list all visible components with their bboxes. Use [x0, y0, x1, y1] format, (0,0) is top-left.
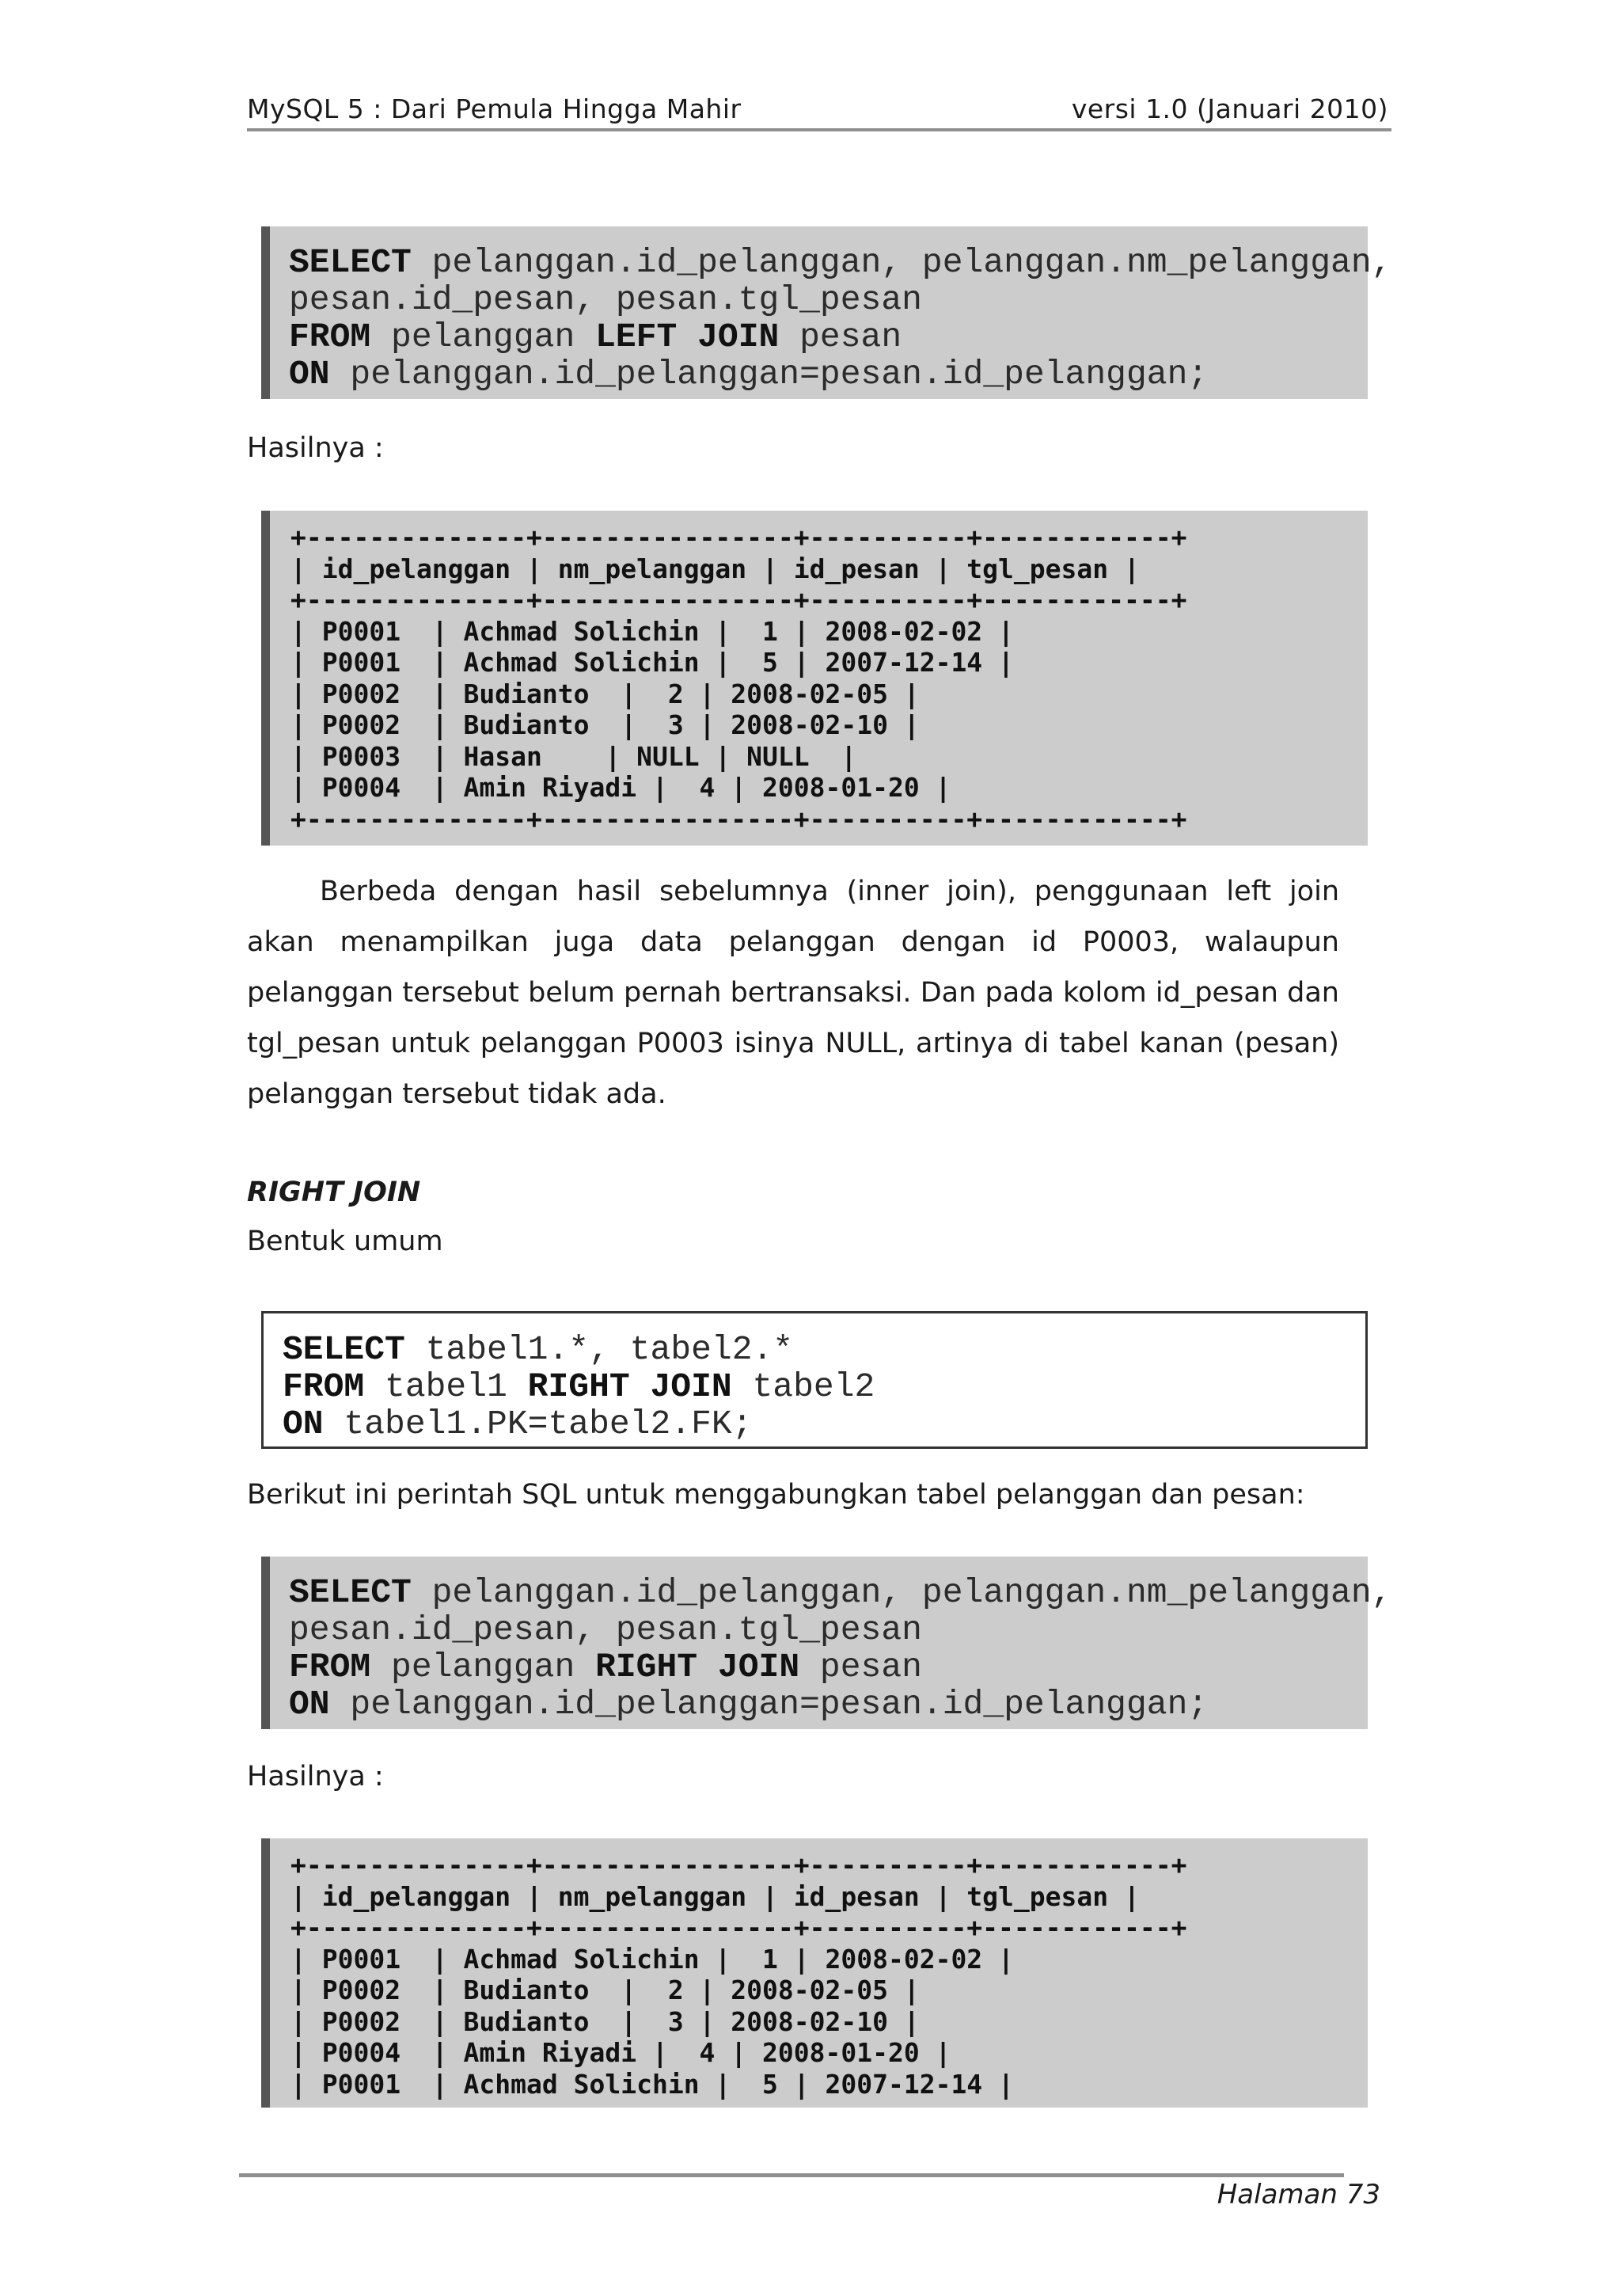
sql-text: pelanggan.id_pelanggan=pesan.id_pelanggan;	[329, 1685, 1209, 1724]
sql-text: pesan.id_pesan, pesan.tgl_pesan	[289, 280, 922, 319]
explanation-paragraph: Berbeda dengan hasil sebelumnya (inner join), penggunaan left join akan menampilkan juga data pelanggan dengan id P0003, walaupun pelanggan tersebut belum pernah bertransaksi. Dan pada kolom id_pesan dan tgl_pesan untuk pelanggan P0003 isinya NULL, artinya di tabel kanan (pesan) pelanggan tersebut tidak ada.	[247, 876, 1339, 1110]
code-line	[289, 1611, 1368, 1648]
result-line: | P0002 | Budianto | 2 | 2008-02-05 |	[290, 1975, 920, 2005]
result-line: | P0001 | Achmad Solichin | 1 | 2008-02-02 |	[290, 615, 1014, 647]
code-block-right-join	[261, 1557, 1392, 1729]
page-number: Halaman 73	[1217, 2179, 1380, 2210]
book-title: MySQL 5 : Dari Pemula Hingga Mahir	[247, 93, 742, 124]
sql-text: pelanggan.id_pelanggan, pelanggan.nm_pelanggan,	[411, 243, 1392, 282]
code-line	[289, 1648, 1368, 1686]
sql-text: tabel1.PK=tabel2.FK;	[323, 1405, 753, 1443]
result-line: +--------------+----------------+----------+------------+	[290, 522, 1187, 553]
result-line: +--------------+----------------+----------+------------+	[290, 1912, 1187, 1943]
code-line	[289, 281, 1368, 318]
result-line: +--------------+----------------+----------+------------+	[290, 1849, 1187, 1880]
result-line: | P0004 | Amin Riyadi | 4 | 2008-01-20 |	[290, 772, 951, 803]
hasil-label: Hasilnya :	[247, 1761, 384, 1792]
sql-text: tabel2	[731, 1367, 875, 1406]
version-label: versi 1.0 (Januari 2010)	[1071, 93, 1388, 124]
sql-keyword: FROM	[289, 317, 371, 356]
result-line: | P0002 | Budianto | 3 | 2008-02-10 |	[290, 709, 920, 740]
sql-text: pelanggan	[370, 1648, 596, 1686]
result-line: | P0002 | Budianto | 3 | 2008-02-10 |	[290, 2005, 920, 2037]
sql-keyword: FROM	[289, 1648, 371, 1686]
result-line: | id_pelanggan | nm_pelanggan | id_pesan | tgl_pesan |	[290, 553, 1140, 584]
sql-text: pelanggan	[370, 317, 596, 356]
result-line: | P0001 | Achmad Solichin | 5 | 2007-12-14 |	[290, 647, 1014, 678]
sql-text: pesan	[799, 1648, 922, 1686]
code-line	[289, 355, 1368, 393]
code-line	[289, 318, 1368, 355]
sql-text: tabel1.*, tabel2.*	[404, 1330, 794, 1369]
sql-keyword: ON	[289, 355, 330, 393]
footer-divider	[239, 2173, 1344, 2177]
code-line	[283, 1368, 1365, 1405]
sql-text: pelanggan.id_pelanggan=pesan.id_pelanggan;	[329, 355, 1209, 393]
sql-keyword: FROM	[283, 1367, 365, 1406]
result-line: +--------------+----------------+----------+------------+	[290, 584, 1187, 615]
sql-text: tabel1	[364, 1367, 528, 1406]
code-line	[289, 1573, 1392, 1612]
sql-keyword: ON	[283, 1405, 324, 1443]
code-line	[289, 1686, 1368, 1723]
bentuk-umum-label: Bentuk umum	[247, 1226, 443, 1257]
sql-keyword: SELECT	[283, 1330, 405, 1369]
sql-text: pesan.id_pesan, pesan.tgl_pesan	[289, 1610, 922, 1649]
code-block-general-form	[261, 1311, 1368, 1449]
sql-text: pesan	[779, 317, 902, 356]
sql-keyword: RIGHT JOIN	[527, 1367, 732, 1406]
result-line: | P0003 | Hasan | NULL | NULL |	[290, 740, 857, 772]
section-heading: RIGHT JOIN	[247, 1177, 421, 1208]
result-line: | id_pelanggan | nm_pelanggan | id_pesan | tgl_pesan |	[290, 1880, 1140, 1912]
berikut-text: Berikut ini perintah SQL untuk menggabungkan tabel pelanggan dan pesan:	[247, 1479, 1305, 1511]
hasil-label: Hasilnya :	[247, 432, 384, 464]
page-header	[247, 93, 1391, 131]
code-line	[283, 1331, 1365, 1368]
result-line: +--------------+----------------+----------+------------+	[290, 803, 1187, 834]
sql-keyword: ON	[289, 1685, 330, 1724]
sql-keyword: LEFT JOIN	[595, 317, 780, 356]
code-block-left-join	[261, 226, 1392, 399]
result-line: | P0001 | Achmad Solichin | 5 | 2007-12-14 |	[290, 2068, 1014, 2100]
result-block-left-join	[261, 511, 1368, 846]
sql-keyword: SELECT	[289, 1573, 412, 1612]
code-line	[289, 243, 1392, 282]
sql-text: pelanggan.id_pelanggan, pelanggan.nm_pelanggan,	[411, 1573, 1392, 1612]
result-line: | P0002 | Budianto | 2 | 2008-02-05 |	[290, 678, 920, 709]
code-line	[283, 1405, 1365, 1443]
sql-keyword: RIGHT JOIN	[595, 1648, 800, 1686]
result-block-right-join	[261, 1838, 1368, 2108]
result-line: | P0001 | Achmad Solichin | 1 | 2008-02-02 |	[290, 1943, 1014, 1975]
sql-keyword: SELECT	[289, 243, 412, 282]
result-line: | P0004 | Amin Riyadi | 4 | 2008-01-20 |	[290, 2037, 951, 2068]
